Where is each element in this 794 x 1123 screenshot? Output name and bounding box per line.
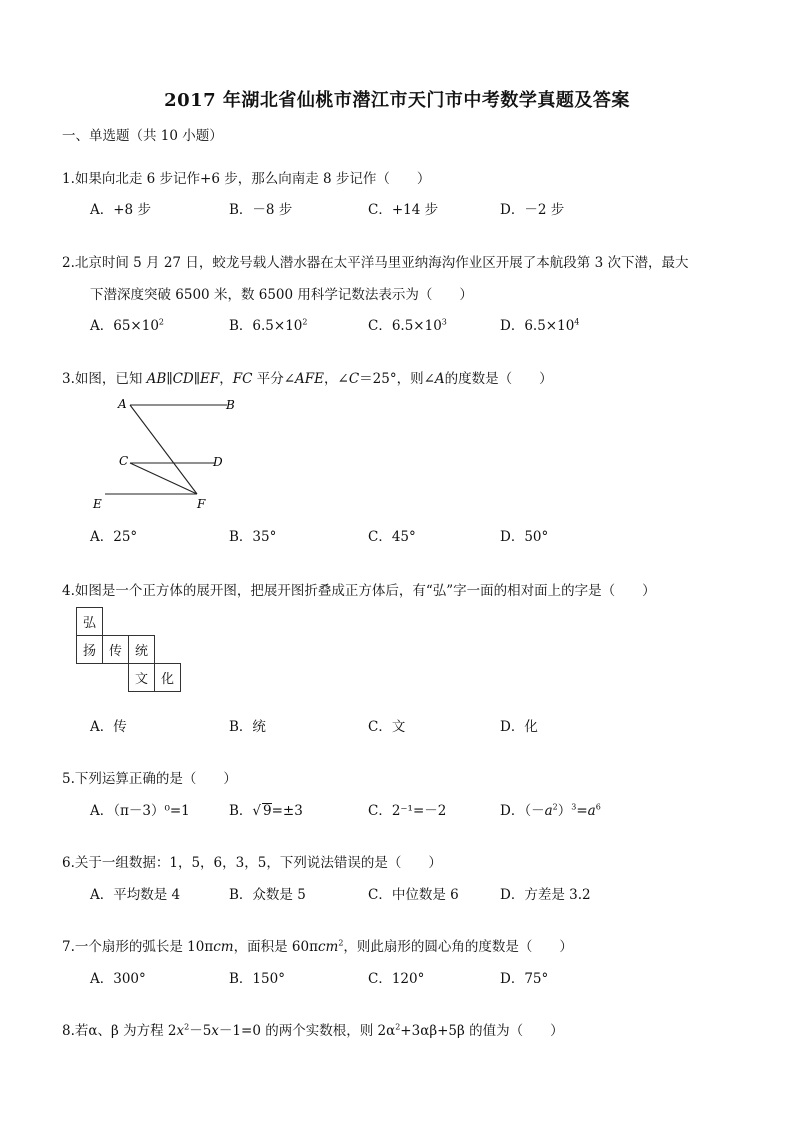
option-d: D．$(-a^2)^3=a^6$ [500, 802, 601, 819]
net-cell: 统 [128, 635, 155, 664]
option-d: D．化 [500, 719, 538, 735]
cube-net-figure [76, 607, 188, 699]
option-d: D．$6.5\times 10^4$ [500, 317, 580, 334]
question-3-options [90, 525, 730, 543]
question-5-options [90, 799, 730, 817]
option-a: A．$65\times 10^2$ [90, 317, 165, 334]
question-1-stem: 1.如果向北走 6 步记作+6 步，那么向南走 8 步记作（ ） [62, 171, 431, 187]
option-b: B．35° [229, 529, 277, 545]
line-cf [130, 463, 197, 494]
option-a: A．+8 步 [90, 202, 151, 218]
option-c: C．45° [368, 529, 416, 545]
net-cell: 传 [102, 635, 129, 664]
question-6-options [90, 883, 730, 901]
option-a: A．25° [90, 529, 138, 545]
question-2-stem-line1: 2.北京时间 5 月 27 日，蛟龙号载人潜水器在太平洋马里亚纳海沟作业区开展了本航段第 3 次下潜，最大 [62, 255, 689, 271]
question-7-options [90, 967, 730, 985]
question-5-stem: 5.下列运算正确的是（ ） [62, 771, 237, 787]
document-title: 2017 年湖北省仙桃市潜江市天门市中考数学真题及答案 [164, 90, 630, 111]
option-c: C．120° [368, 971, 425, 987]
net-cell: 扬 [76, 635, 103, 664]
label-d: D [213, 455, 223, 469]
net-cell: 弘 [76, 607, 103, 636]
option-a: A．传 [90, 719, 127, 735]
option-d: D．75° [500, 971, 549, 987]
option-a: A．平均数是 4 [90, 887, 181, 903]
option-b: B．统 [229, 719, 266, 735]
net-cell: 化 [154, 663, 181, 692]
option-c: C．文 [368, 719, 406, 735]
question-6-stem: 6.关于一组数据：1，5，6，3，5，下列说法错误的是（ ） [62, 855, 442, 871]
option-c: C．中位数是 6 [368, 887, 459, 903]
label-a: A [118, 397, 127, 411]
label-b: B [226, 398, 235, 412]
sqrt-icon: √ [252, 803, 262, 819]
option-b: B．众数是 5 [229, 887, 306, 903]
option-c: C．+14 步 [368, 202, 439, 218]
question-1-options [90, 198, 730, 216]
label-e: E [93, 497, 102, 511]
option-d: D．方差是 3.2 [500, 887, 591, 903]
question-2-options [90, 314, 730, 332]
question-3-stem: 3.如图，已知 AB∥CD∥EF，FC 平分∠AFE，∠C＝25°，则∠A的度数是（ ） [62, 371, 553, 387]
section-heading: 一、单选题（共 10 小题） [62, 128, 223, 144]
option-b: B．$6.5\times 10^2$ [229, 317, 308, 334]
option-b: B．150° [229, 971, 285, 987]
option-c: C．2⁻¹=－2 [368, 803, 447, 819]
option-d: D．－2 步 [500, 202, 565, 218]
question-2-stem-line2: 下潜深度突破 6500 米，数 6500 用科学记数法表示为（ ） [90, 287, 473, 303]
question-8-stem: 8.若α、β 为方程 $2x^2-5x-1=0$ 的两个实数根，则 $2\alpha^2+3\alpha\beta+5\beta$ 的值为（ ） [62, 1022, 564, 1039]
parallel-lines-figure [80, 392, 250, 514]
question-4-stem: 4.如图是一个正方体的展开图，把展开图折叠成正方体后，有“弘”字一面的相对面上的字是（ ） [62, 583, 656, 599]
option-b: B．－8 步 [229, 202, 293, 218]
question-4-options [90, 715, 730, 733]
option-a: A．300° [90, 971, 146, 987]
line-af [130, 405, 197, 494]
option-c: C．$6.5\times 10^3$ [368, 317, 447, 334]
option-d: D．50° [500, 529, 549, 545]
net-cell: 文 [128, 663, 155, 692]
option-b: B．√ 9=±3 [229, 803, 303, 819]
option-a: A．（π－3）⁰=1 [90, 803, 190, 819]
question-7-stem: 7.一个扇形的弧长是 10πcm，面积是 60πcm$^2$，则此扇形的圆心角的度数是（ ） [62, 938, 573, 955]
label-f: F [197, 497, 206, 511]
label-c: C [119, 454, 129, 468]
